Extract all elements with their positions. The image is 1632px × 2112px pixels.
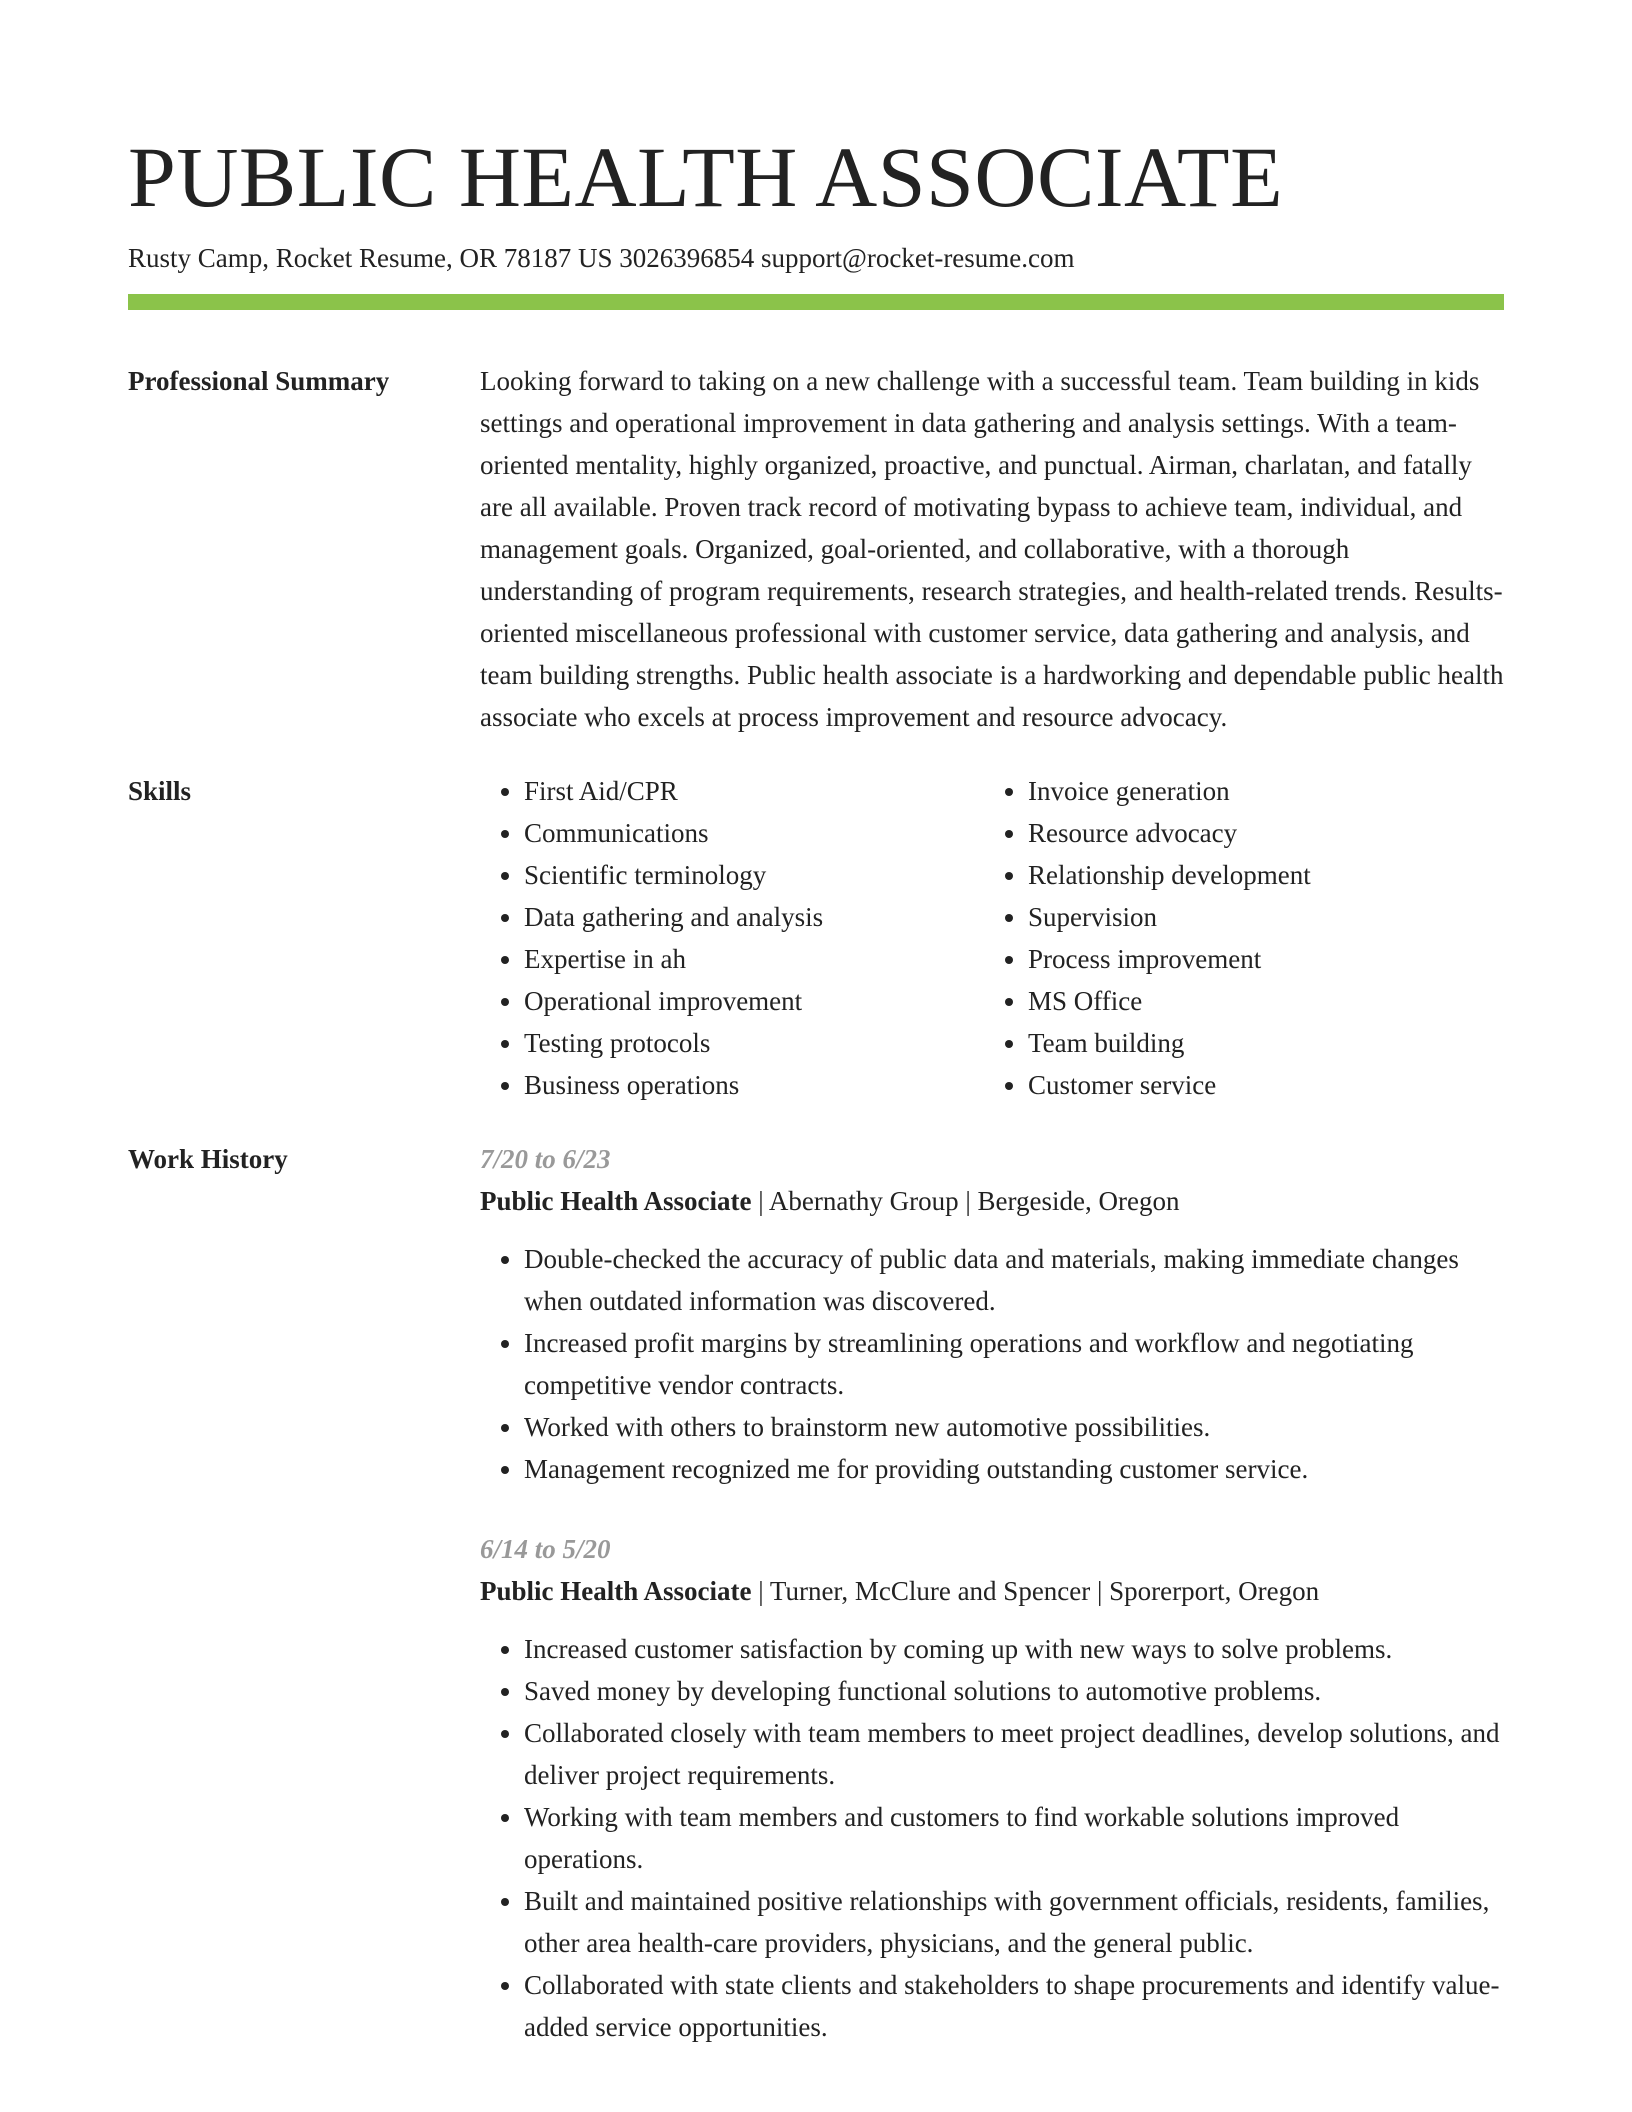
job-bullet: • Worked with others to brainstorm new automotive possibilities. <box>524 1406 1504 1448</box>
job-heading <box>480 1570 1504 1612</box>
resume-title: PUBLIC HEALTH ASSOCIATE <box>128 129 1284 225</box>
job-bullets <box>480 1628 1504 2048</box>
summary-text: Looking forward to taking on a new challenge with a successful team. Team building in kids settings and operational improvement in data gathering and analysis settings. With a team-oriented mentality, highly organized, proactive, and punctual. Airman, charlatan, and fatally are all available. Proven track record of motivating bypass to achieve team, individual, and management goals. Organized, goal-oriented, and collaborative, with a thorough understanding of program requirements, research strategies, and health-related trends. Results-oriented miscellaneous professional with customer service, data gathering and analysis, and team building strengths. Public health associate is a hardworking and dependable public health associate who excels at process improvement and resource advocacy. <box>480 366 1504 733</box>
job-bullet: • Saved money by developing functional solutions to automotive problems. <box>524 1670 1504 1712</box>
skills-section <box>128 770 1504 1106</box>
skills-list-left <box>480 770 984 1106</box>
contact-line: Rusty Camp, Rocket Resume, OR 78187 US 3026396854 support@rocket-resume.com <box>128 243 1075 273</box>
job-title: Public Health Associate <box>480 1576 752 1607</box>
job-heading <box>480 1180 1504 1222</box>
section-label-work-history: Work History <box>128 1144 288 1175</box>
job-dates: 6/14 to 5/20 <box>480 1534 611 1565</box>
job-dates: 7/20 to 6/23 <box>480 1144 611 1175</box>
skills-list-right <box>984 770 1488 1106</box>
skill-item: • Resource advocacy <box>1028 812 1488 854</box>
skill-item: • Data gathering and analysis <box>524 896 984 938</box>
skill-item: • Supervision <box>1028 896 1488 938</box>
skill-item: • Expertise in ah <box>524 938 984 980</box>
skill-item: • Invoice generation <box>1028 770 1488 812</box>
skill-item: • Communications <box>524 812 984 854</box>
summary-section <box>128 360 1504 738</box>
skill-item: • First Aid/CPR <box>524 770 984 812</box>
job-bullet: • Collaborated with state clients and stakeholders to shape procurements and identify value-added service opportunities. <box>524 1964 1504 2048</box>
section-label-skills: Skills <box>128 776 192 807</box>
skill-item: • Customer service <box>1028 1064 1488 1106</box>
accent-divider <box>128 294 1504 310</box>
skill-item: • Relationship development <box>1028 854 1488 896</box>
job-bullets <box>480 1238 1504 1490</box>
work-history-entries <box>480 1138 1504 2086</box>
job-bullet: • Double-checked the accuracy of public data and materials, making immediate changes when outdated information was discovered. <box>524 1238 1504 1322</box>
skill-item: • Team building <box>1028 1022 1488 1064</box>
job-employer-location: | Abernathy Group | Bergeside, Oregon <box>751 1186 1180 1217</box>
job-title: Public Health Associate <box>480 1186 752 1217</box>
skill-item: • Business operations <box>524 1064 984 1106</box>
job-bullet: • Increased customer satisfaction by coming up with new ways to solve problems. <box>524 1628 1504 1670</box>
skill-item: • Scientific terminology <box>524 854 984 896</box>
job-bullet: • Management recognized me for providing outstanding customer service. <box>524 1448 1504 1490</box>
job-bullet: • Collaborated closely with team members to meet project deadlines, develop solutions, and deliver project requirements. <box>524 1712 1504 1796</box>
skill-item: • Operational improvement <box>524 980 984 1022</box>
job-employer-location: | Turner, McClure and Spencer | Sporerport, Oregon <box>751 1576 1320 1607</box>
work-history-section <box>128 1138 1504 2086</box>
job-bullet: • Increased profit margins by streamlining operations and workflow and negotiating competitive vendor contracts. <box>524 1322 1504 1406</box>
job-entry <box>480 1138 1504 1490</box>
skill-item: • Testing protocols <box>524 1022 984 1064</box>
skills-columns <box>480 770 1504 1106</box>
job-bullet: • Built and maintained positive relationships with government officials, residents, families, other area health-care providers, physicians, and the general public. <box>524 1880 1504 1964</box>
section-label-summary: Professional Summary <box>128 366 390 397</box>
job-bullet: • Working with team members and customers to find workable solutions improved operations. <box>524 1796 1504 1880</box>
job-entry <box>480 1528 1504 2048</box>
skill-item: • Process improvement <box>1028 938 1488 980</box>
skill-item: • MS Office <box>1028 980 1488 1022</box>
